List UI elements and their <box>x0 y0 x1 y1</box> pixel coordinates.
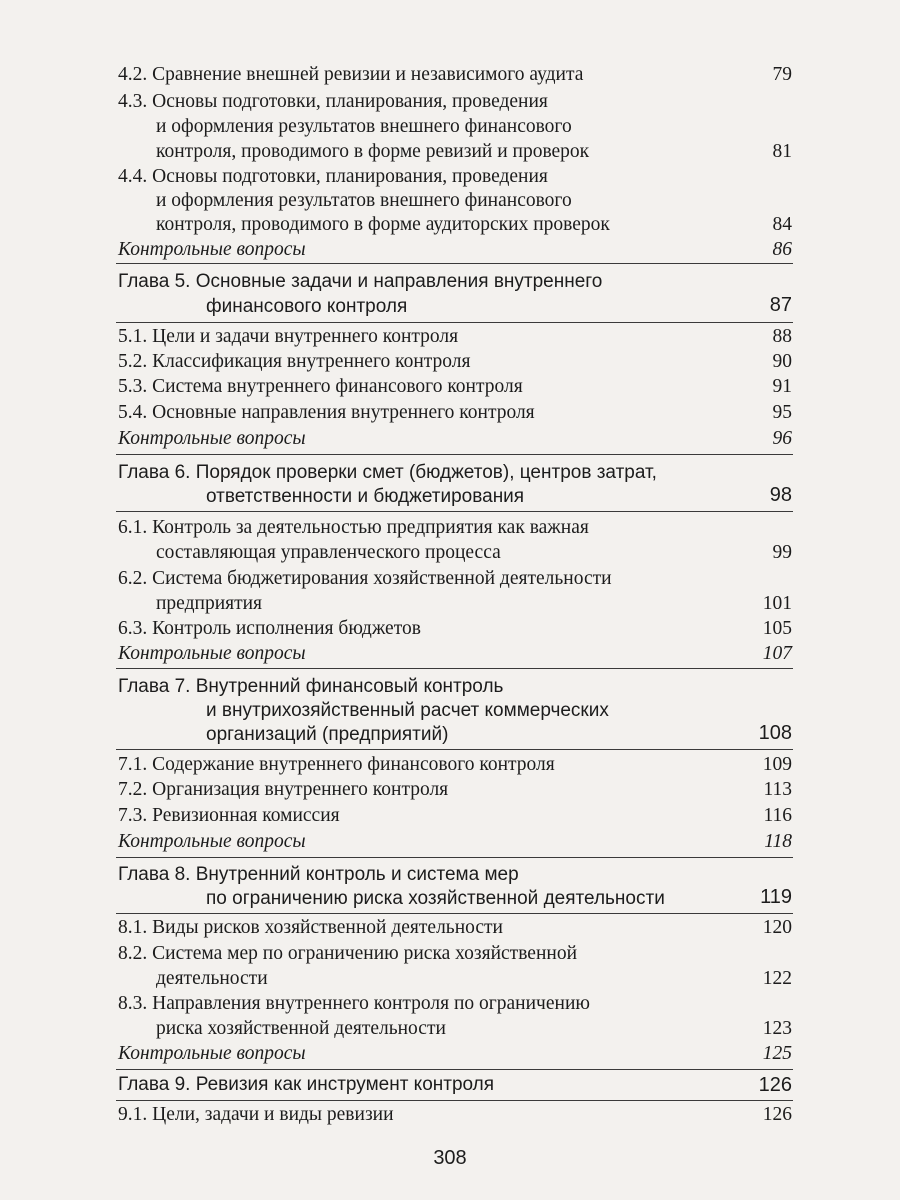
page-ref-8-1: 120 <box>762 917 792 938</box>
section-number: 7.3. <box>118 805 148 826</box>
section-number: 6.3. <box>118 618 148 639</box>
toc-entry-7-2 <box>118 778 448 802</box>
page-ref-5-3: 91 <box>772 376 792 397</box>
page-ref-7-3: 116 <box>763 805 792 826</box>
section-number: 8.2. <box>118 943 148 964</box>
section-number: 5.2. <box>118 351 148 372</box>
page-ref-ch9: 126 <box>758 1074 792 1096</box>
page-ref-5-4: 95 <box>772 402 792 423</box>
divider <box>116 913 793 914</box>
chapter-8-heading-cont: по ограничению риска хозяйственной деятельности <box>206 888 665 909</box>
section-number: 6.1. <box>118 517 148 538</box>
page-ref-5-2: 90 <box>772 351 792 372</box>
chapter-7-heading-cont: и внутрихозяйственный расчет коммерческих <box>206 700 609 721</box>
toc-entry-8-3 <box>118 992 590 1016</box>
section-number: 7.1. <box>118 754 148 775</box>
toc-entry-6-1 <box>118 516 589 540</box>
section-title-cont: контроля, проводимого в форме ревизий и проверок <box>156 141 590 162</box>
section-title-cont: составляющая управленческого процесса <box>156 542 501 563</box>
section-title: Ревизионная комиссия <box>152 805 340 826</box>
section-title-cont: риска хозяйственной деятельности <box>156 1018 446 1039</box>
section-number: 6.2. <box>118 568 148 589</box>
section-number: 9.1. <box>118 1104 148 1125</box>
page-ref-7-1: 109 <box>762 754 792 775</box>
page-ref-8-2: 122 <box>762 968 792 989</box>
toc-entry-5-2 <box>118 350 470 374</box>
section-title: Основные направления внутреннего контроля <box>152 402 535 423</box>
section-title: Цели, задачи и виды ревизии <box>152 1104 394 1125</box>
page-ref-questions-5: 96 <box>772 428 792 449</box>
page-ref-6-2: 101 <box>762 593 792 614</box>
divider <box>116 749 793 750</box>
questions-6: Контрольные вопросы <box>118 643 306 664</box>
toc-entry-7-1 <box>118 753 555 777</box>
toc-entry-4-2 <box>118 63 583 87</box>
toc-entry-5-1 <box>118 325 458 349</box>
section-title-cont: деятельности <box>156 968 268 989</box>
divider <box>116 668 793 669</box>
questions-8: Контрольные вопросы <box>118 1043 306 1064</box>
section-number: 7.2. <box>118 779 148 800</box>
page-ref-5-1: 88 <box>772 326 792 347</box>
questions-4: Контрольные вопросы <box>118 239 306 260</box>
divider <box>116 322 793 323</box>
page-ref-4-2: 79 <box>772 64 792 85</box>
section-number: 5.4. <box>118 402 148 423</box>
chapter-6-heading: Глава 6. Порядок проверки смет (бюджетов), центров затрат, <box>118 462 657 483</box>
section-title-cont: контроля, проводимого в форме аудиторских проверок <box>156 214 610 235</box>
section-number: 8.3. <box>118 993 148 1014</box>
chapter-6-heading-cont: ответственности и бюджетирования <box>206 486 525 507</box>
section-number: 8.1. <box>118 917 148 938</box>
chapter-7-heading-cont: организаций (предприятий) <box>206 724 449 745</box>
divider <box>116 857 793 858</box>
toc-entry-5-3 <box>118 375 523 399</box>
toc-entry-6-2 <box>118 567 612 591</box>
questions-7: Контрольные вопросы <box>118 831 306 852</box>
section-title: Система мер по ограничению риска хозяйственной <box>152 943 578 964</box>
toc-entry-5-4 <box>118 401 535 425</box>
chapter-7-heading: Глава 7. Внутренний финансовый контроль <box>118 676 504 697</box>
section-title-cont: и оформления результатов внешнего финансового <box>156 190 572 211</box>
section-title-cont: и оформления результатов внешнего финансового <box>156 116 572 137</box>
chapter-5-heading-cont: финансового контроля <box>206 296 408 317</box>
page-ref-6-3: 105 <box>762 618 792 639</box>
toc-entry-9-1 <box>118 1103 394 1127</box>
page-ref-4-4: 84 <box>772 214 792 235</box>
section-title: Организация внутреннего контроля <box>152 779 449 800</box>
page-ref-4-3: 81 <box>772 141 792 162</box>
divider <box>116 263 793 264</box>
chapter-5-heading: Глава 5. Основные задачи и направления внутреннего <box>118 271 603 292</box>
section-title: Содержание внутреннего финансового контроля <box>152 754 555 775</box>
page-ref-ch5: 87 <box>769 294 792 316</box>
section-title: Система внутреннего финансового контроля <box>152 376 523 397</box>
page-ref-ch7: 108 <box>758 722 792 744</box>
section-title: Сравнение внешней ревизии и независимого аудита <box>152 64 584 85</box>
divider <box>116 454 793 455</box>
section-number: 4.4. <box>118 166 148 187</box>
page-ref-9-1: 126 <box>762 1104 792 1125</box>
toc-entry-7-3 <box>118 804 340 828</box>
divider <box>116 1069 793 1070</box>
section-title: Контроль исполнения бюджетов <box>152 618 421 639</box>
page-ref-7-2: 113 <box>763 779 792 800</box>
page-ref-questions-8: 125 <box>762 1043 792 1064</box>
section-number: 4.3. <box>118 91 148 112</box>
section-number: 5.3. <box>118 376 148 397</box>
section-number: 4.2. <box>118 64 148 85</box>
section-number: 5.1. <box>118 326 148 347</box>
page-number: 308 <box>433 1147 467 1169</box>
section-title-cont: предприятия <box>156 593 263 614</box>
toc-entry-4-4 <box>118 165 548 189</box>
toc-entry-6-3 <box>118 617 421 641</box>
page-ref-ch6: 98 <box>769 484 792 506</box>
section-title: Цели и задачи внутреннего контроля <box>152 326 459 347</box>
divider <box>116 1100 793 1101</box>
section-title: Виды рисков хозяйственной деятельности <box>152 917 503 938</box>
section-title: Основы подготовки, планирования, проведения <box>152 166 548 187</box>
section-title: Основы подготовки, планирования, проведения <box>152 91 548 112</box>
section-title: Классификация внутреннего контроля <box>152 351 471 372</box>
section-title: Направления внутреннего контроля по ограничению <box>152 993 590 1014</box>
page-ref-questions-4: 86 <box>772 239 792 260</box>
section-title: Система бюджетирования хозяйственной деятельности <box>152 568 612 589</box>
page-ref-questions-7: 118 <box>764 831 792 852</box>
toc-entry-8-2 <box>118 942 577 966</box>
page-ref-questions-6: 107 <box>762 643 792 664</box>
chapter-9-heading: Глава 9. Ревизия как инструмент контроля <box>118 1074 495 1095</box>
page-ref-6-1: 99 <box>772 542 792 563</box>
divider <box>116 511 793 512</box>
page-ref-8-3: 123 <box>762 1018 792 1039</box>
toc-entry-4-3 <box>118 90 548 114</box>
section-title: Контроль за деятельностью предприятия как важная <box>152 517 589 538</box>
page-ref-ch8: 119 <box>760 886 792 908</box>
chapter-8-heading: Глава 8. Внутренний контроль и система мер <box>118 864 519 885</box>
toc-entry-8-1 <box>118 916 503 940</box>
questions-5: Контрольные вопросы <box>118 428 306 449</box>
